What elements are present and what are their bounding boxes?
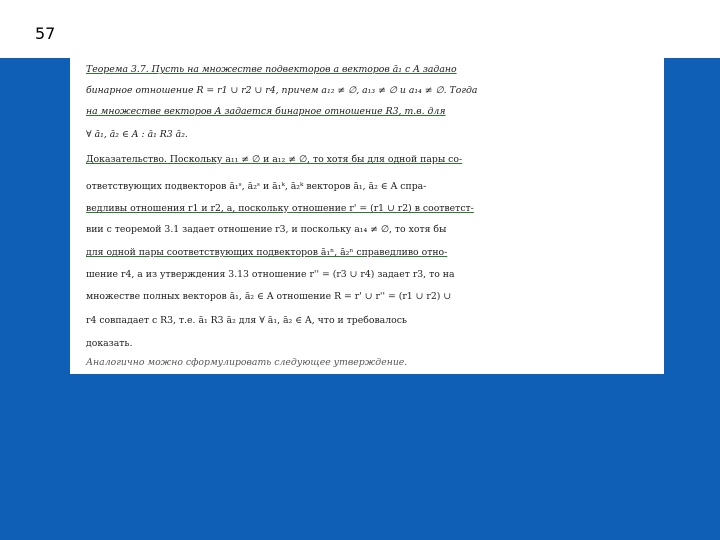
proof-line-6: шение r4, а из утверждения 3.13 отношение r'' = (r3 ∪ r4) задает r3, то на <box>86 269 455 280</box>
proof-line-7: множестве полных векторов ā₁, ā₂ ∈ A отношение R = r' ∪ r'' = (r1 ∪ r2) ∪ <box>86 291 452 302</box>
proof-line-8: r4 совпадает с R3, т.е. ā₁ R3 ā₂ для ∀ ā₁, ā₂ ∈ A, что и требовалось <box>86 315 407 326</box>
proof-line-5: для одной пары соответствующих подвекторов ā₁ⁿ, ā₂ⁿ справедливо отно- <box>86 247 448 258</box>
proof-line-9: доказать. <box>86 338 133 349</box>
proof-line-1: Доказательство. Поскольку a₁₁ ≠ ∅ и a₁₂ ≠ ∅, то хотя бы для одной пары со- <box>86 154 463 165</box>
theorem-line-2: бинарное отношение R = r1 ∪ r2 ∪ r4, причем a₁₂ ≠ ∅, a₁₃ ≠ ∅ и a₁₄ ≠ ∅. Тогда <box>86 85 478 96</box>
proof-line-2: ответствующих подвекторов ā₁ˢ, ā₂ˢ и ā₁ᵏ, ā₂ᵏ векторов ā₁, ā₂ ∈ A спра- <box>86 181 427 192</box>
proof-line-4: вии с теоремой 3.1 задает отношение r3, и поскольку a₁₄ ≠ ∅, то хотя бы <box>86 224 447 235</box>
slide-number: 57 <box>35 24 56 43</box>
theorem-line-4: ∀ ā₁, ā₂ ∈ A : ā₁ R3 ā₂. <box>86 129 188 140</box>
closing-line: Аналогично можно сформулировать следующее утверждение. <box>86 357 408 368</box>
theorem-line-1: Теорема 3.7. Пусть на множестве подвекторов a векторов ā₁ с A задано <box>86 64 457 75</box>
proof-line-3: ведливы отношения r1 и r2, а, поскольку отношение r' = (r1 ∪ r2) в соответст- <box>86 203 474 214</box>
theorem-line-3: на множестве векторов A задается бинарное отношение R3, т.в. для <box>86 106 446 117</box>
